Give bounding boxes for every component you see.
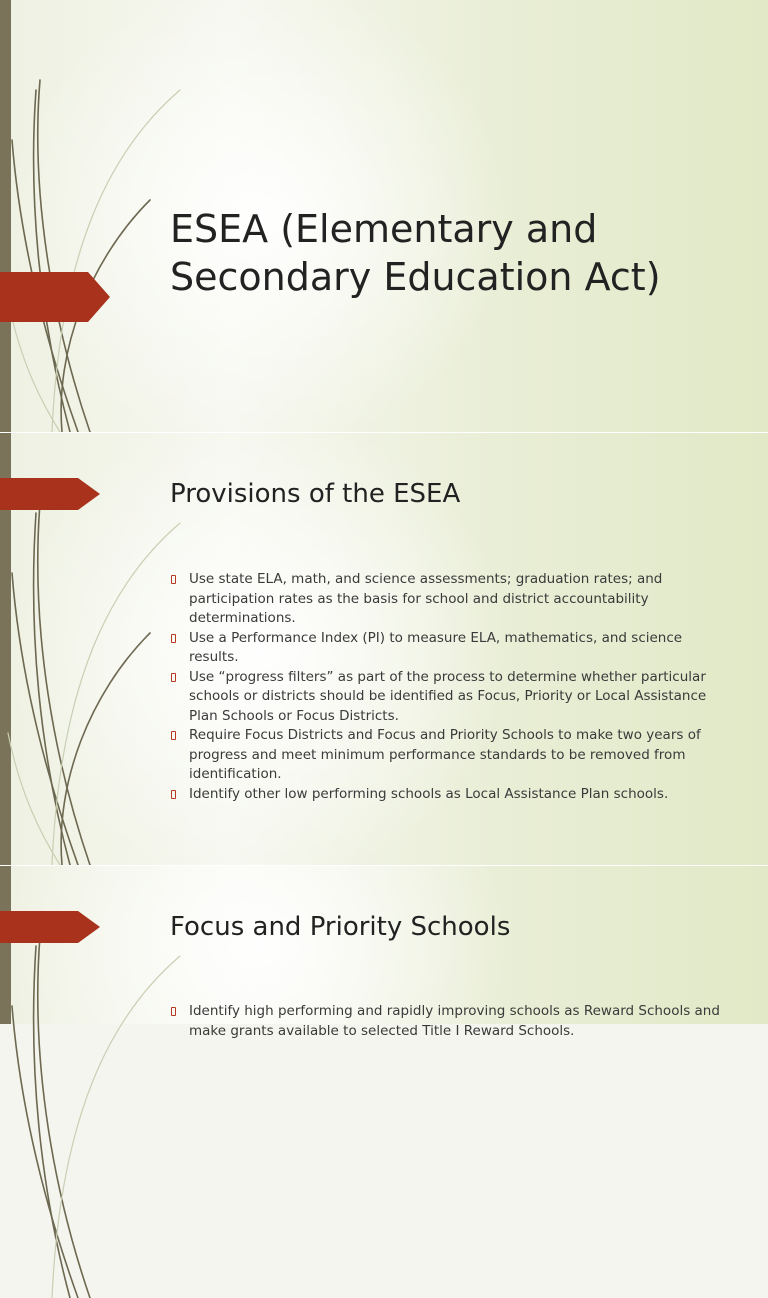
slide-heading: Focus and Priority Schools — [170, 912, 511, 942]
accent-tab — [0, 478, 100, 510]
list-item — [170, 629, 730, 668]
list-item — [170, 726, 730, 785]
list-item — [170, 668, 730, 727]
bullet-list — [170, 570, 730, 804]
bullet-icon — [171, 731, 176, 740]
bullet-text: Identify other low performing schools as Local Assistance Plan schools. — [189, 785, 669, 802]
slide-title-heading: ESEA (Elementary and Secondary Education Act) — [170, 207, 661, 299]
bullet-icon — [171, 790, 176, 799]
left-bar — [0, 866, 11, 1024]
bullet-icon — [171, 634, 176, 643]
bullet-text: Use state ELA, math, and science assessments; graduation rates; and participation rates as the basis for school and district accountability determinations. — [189, 571, 663, 626]
bullet-text: Use “progress filters” as part of the process to determine whether particular schools or districts should be identified as Focus, Priority or Local Assistance Plan Schools or Focus Districts. — [189, 668, 707, 724]
bullet-icon — [171, 673, 176, 682]
list-item — [170, 785, 730, 805]
list-item — [170, 1002, 730, 1041]
bullet-list — [170, 1002, 730, 1041]
bullet-text: Require Focus Districts and Focus and Priority Schools to make two years of progress and meet minimum performance standards to be removed from identification. — [189, 727, 701, 782]
slide-heading: Provisions of the ESEA — [170, 479, 461, 509]
slide-focus-priority — [0, 866, 768, 1039]
bullet-text: Identify high performing and rapidly improving schools as Reward Schools and make grants available to selected Title I Reward Schools. — [189, 1003, 720, 1039]
accent-tab — [0, 911, 100, 943]
accent-tab — [0, 272, 110, 322]
bullet-icon — [171, 575, 176, 584]
slide-provisions — [0, 433, 768, 865]
list-item — [170, 570, 730, 629]
left-bar — [0, 0, 11, 432]
slide-title — [0, 0, 768, 432]
bullet-text: Use a Performance Index (PI) to measure ELA, mathematics, and science results. — [189, 629, 683, 665]
bullet-icon — [171, 1007, 176, 1016]
